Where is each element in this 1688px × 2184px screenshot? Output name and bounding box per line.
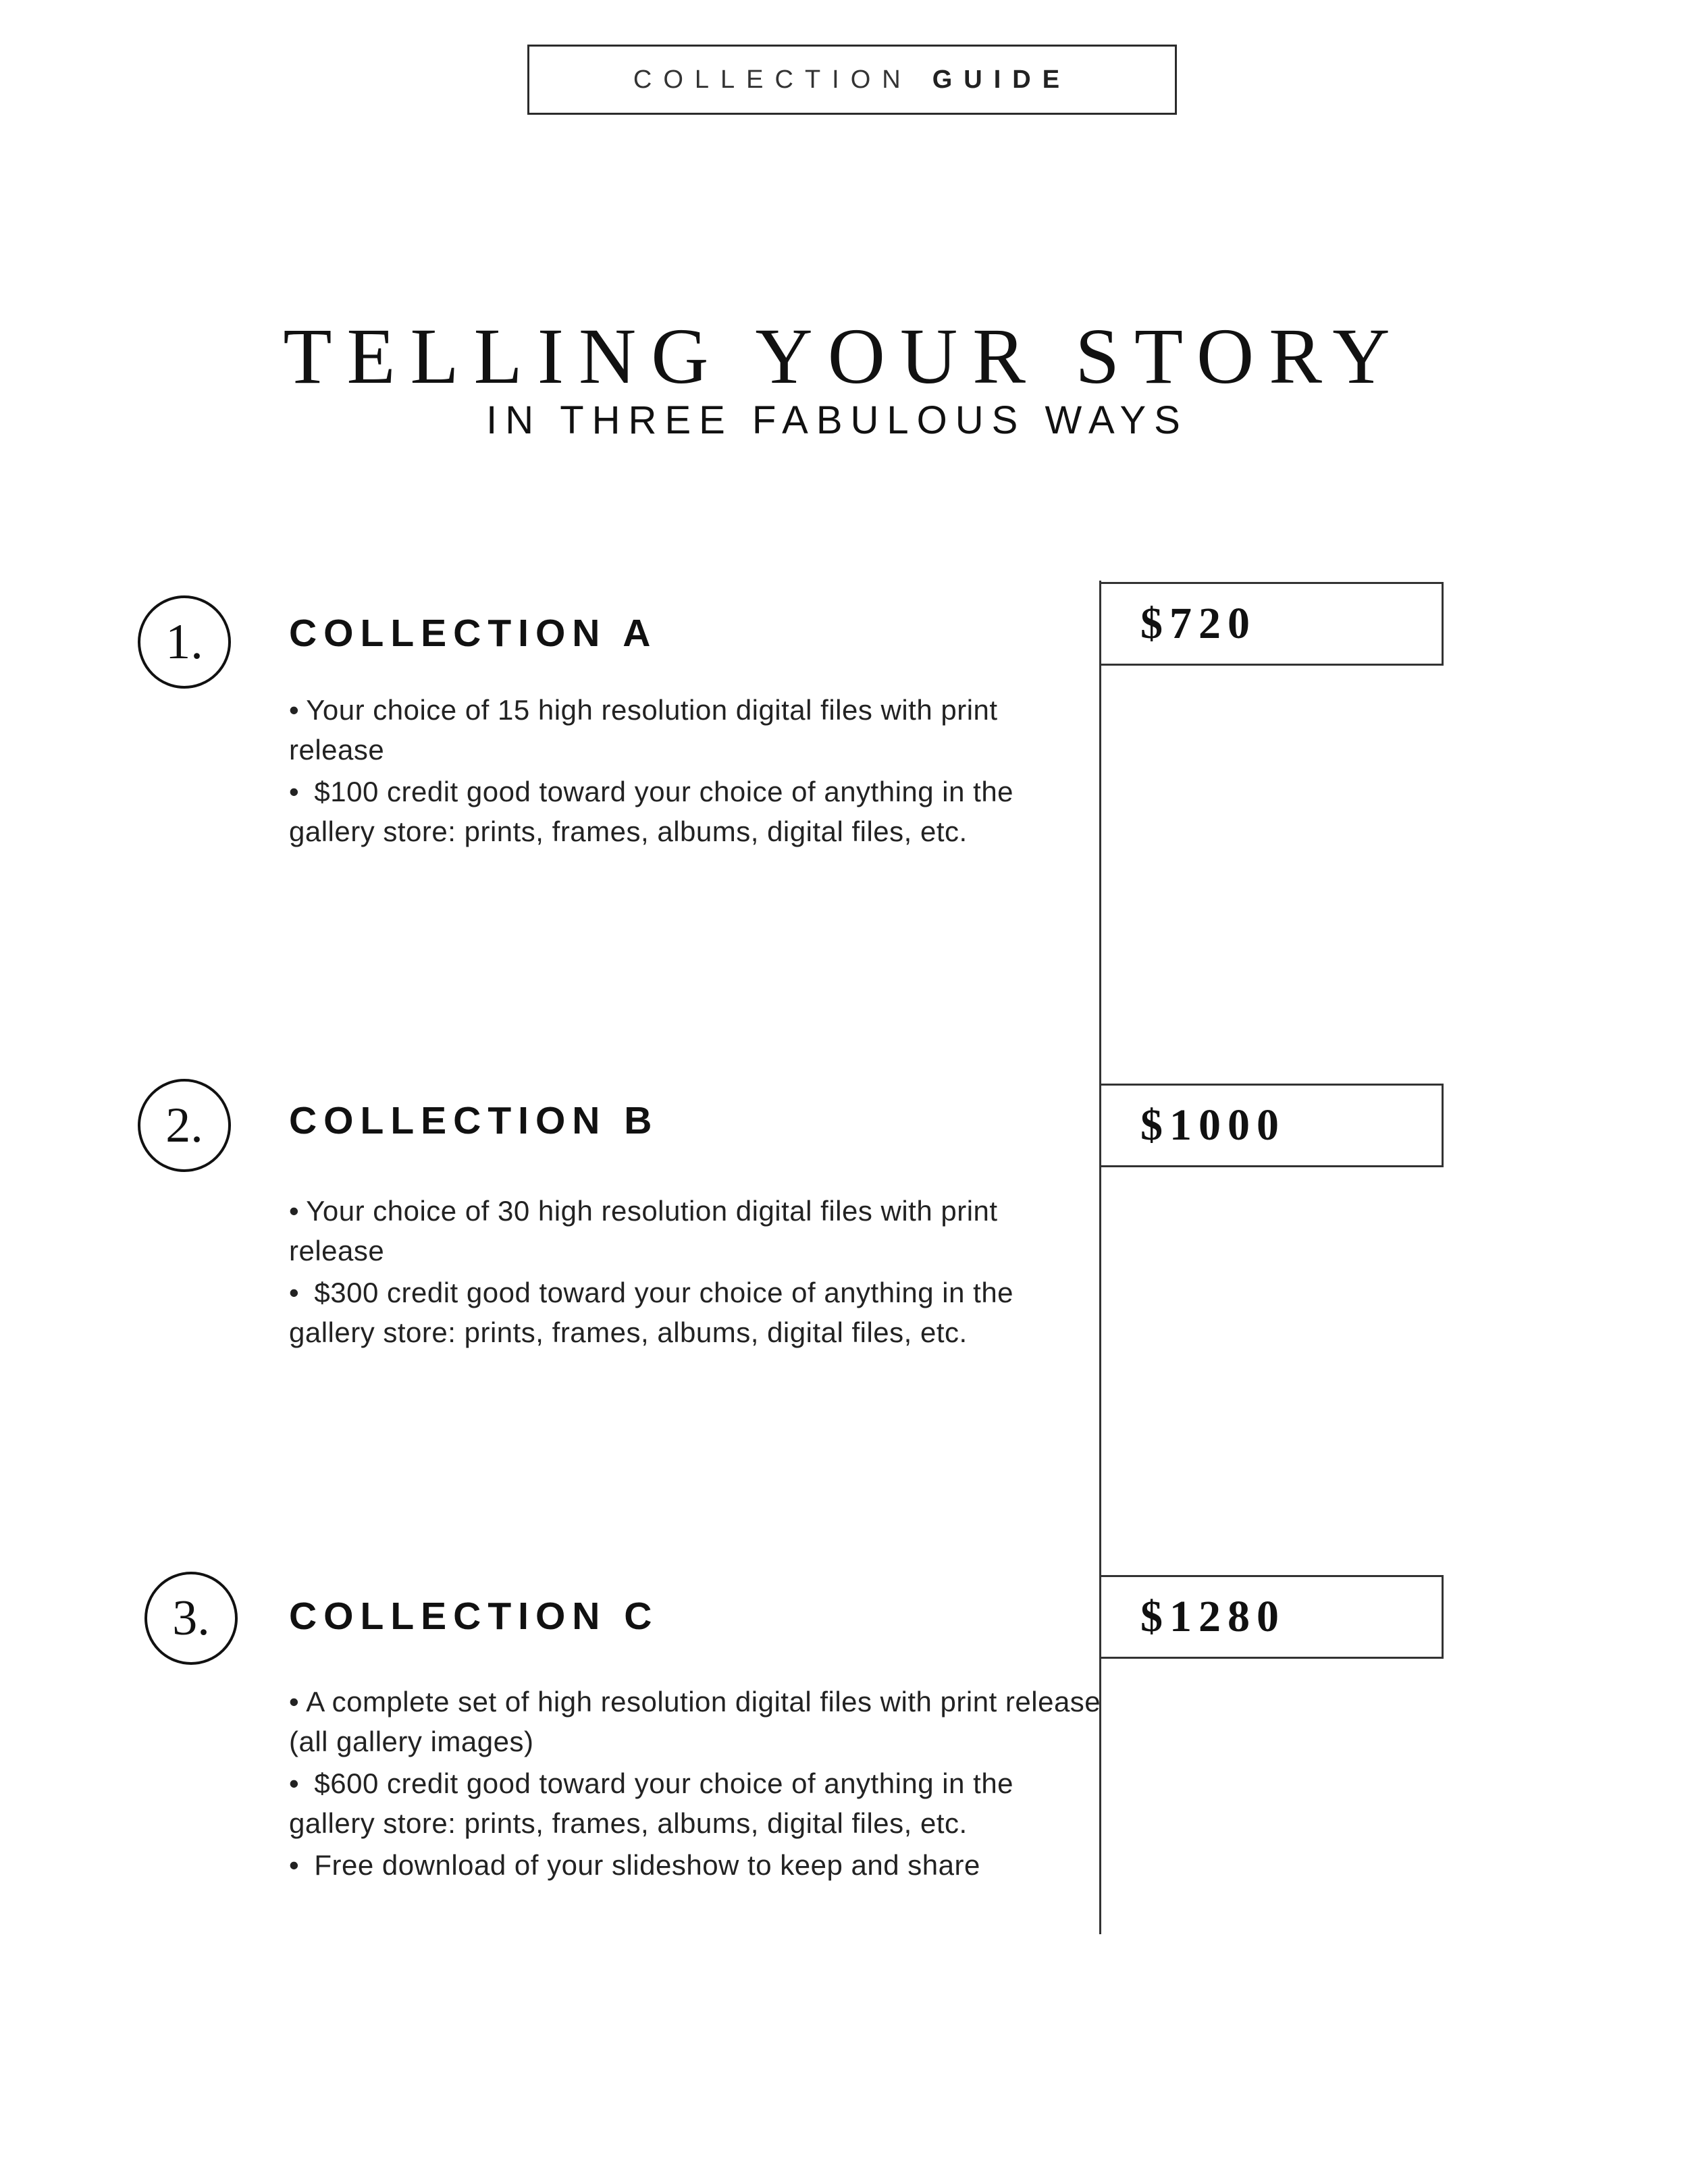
feature-item: • $600 credit good toward your choice of anything in the gallery store: prints, frames, albums, digital files, etc. <box>289 1763 1106 1843</box>
feature-item: • $100 credit good toward your choice of anything in the gallery store: prints, frames, albums, digital files, etc. <box>289 772 1092 851</box>
feature-item: • $300 credit good toward your choice of anything in the gallery store: prints, frames, albums, digital files, etc. <box>289 1273 1092 1352</box>
badge-label-bold: GUIDE <box>932 65 1072 94</box>
collection-c-price: $1280 <box>1099 1575 1444 1659</box>
collection-b-title: COLLECTION B <box>289 1099 659 1142</box>
feature-item: • Free download of your slideshow to keep and share <box>289 1845 1106 1885</box>
collection-guide-badge <box>527 45 1177 115</box>
collection-number-badge: 2. <box>138 1079 231 1172</box>
feature-item: • Your choice of 30 high resolution digital files with print release <box>289 1191 1092 1271</box>
collection-a-features <box>289 690 1092 853</box>
collection-a-price: $720 <box>1099 582 1444 666</box>
collection-c-features <box>289 1682 1106 1887</box>
collection-number-badge: 3. <box>144 1572 238 1665</box>
page-title: TELLING YOUR STORY <box>283 312 1405 400</box>
collection-a-title: COLLECTION A <box>289 612 658 655</box>
feature-item: • Your choice of 15 high resolution digital files with print release <box>289 690 1092 770</box>
collection-c-title: COLLECTION C <box>289 1595 659 1638</box>
collection-number-badge: 1. <box>138 595 231 689</box>
badge-label-light: COLLECTION <box>633 65 912 94</box>
collection-b-features <box>289 1191 1092 1354</box>
feature-item: • A complete set of high resolution digital files with print release (all gallery images) <box>289 1682 1106 1761</box>
page-subtitle: IN THREE FABULOUS WAYS <box>486 398 1188 442</box>
collection-b-price: $1000 <box>1099 1084 1444 1167</box>
